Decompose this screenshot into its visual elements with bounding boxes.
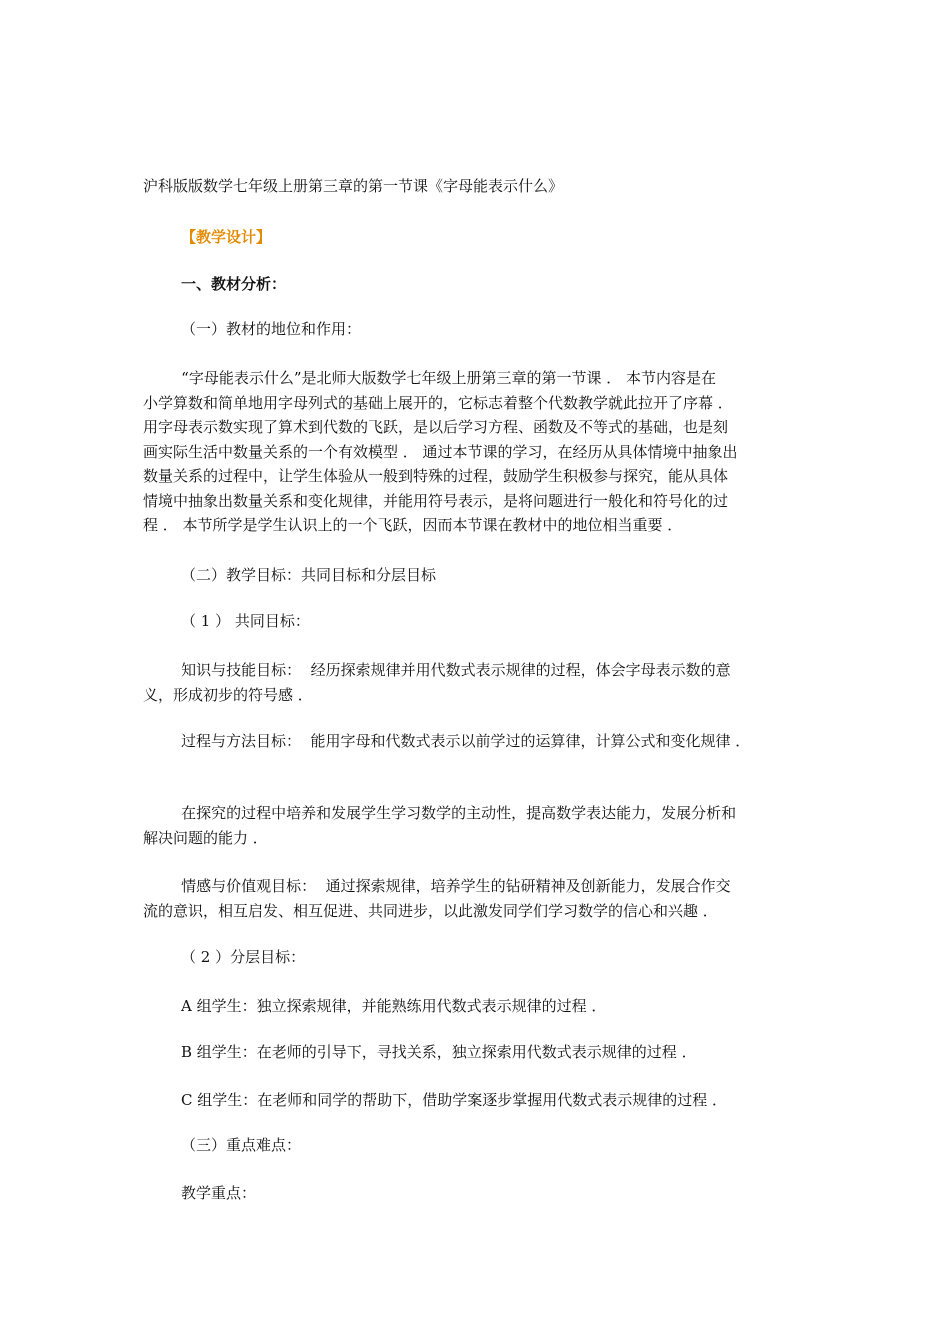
paragraph-line: 流的意识，相互启发、相互促进、共同进步，以此激发同学们学习数学的信心和兴趣 ． [143, 901, 718, 920]
paragraph-line: 在探究的过程中培养和发展学生学习数学的主动性，提高数学表达能力，发展分析和 [143, 804, 737, 822]
paragraph-line: 程 ． 本节所学是学生认识上的一个飞跃，因而本节课在教材中的地位相当重要 ． [143, 516, 683, 534]
group-c-goal: C 组学生：在老师和同学的帮助下，借助学案逐步掌握用代数式表示规律的过程 ． [181, 1091, 728, 1109]
teaching-design-heading: 【教学设计】 [181, 228, 272, 246]
paragraph-line: 小学算数和简单地用字母列式的基础上展开的，它标志着整个代数教学就此拉开了序幕 ． [143, 393, 733, 412]
paragraph-emotion-values [143, 874, 813, 923]
paragraph-line: 情感与价值观目标： 通过探索规律，培养学生的钻研精神及创新能力，发展合作交 [143, 877, 731, 895]
paragraph-line: 解决问题的能力 ． [143, 828, 268, 847]
paragraph-line: “字母能表示什么”是北师大版数学七年级上册第三章的第一节课 ． 本节内容是在 [143, 369, 717, 387]
paragraph-line: 情境中抽象出数量关系和变化规律，并能用符号表示，是将问题进行一般化和符号化的过 [143, 491, 729, 510]
subheading-teaching-goals: （二）教学目标：共同目标和分层目标 [181, 566, 437, 584]
paragraph-line: 画实际生活中数量关系的一个有效模型 ． 通过本节课的学习，在经历从具体情境中抽象出 [143, 442, 738, 461]
subheading-key-difficult-points: （三）重点难点： [181, 1136, 302, 1154]
document-title: 沪科版版数学七年级上册第三章的第一节课《字母能表示什么》 [143, 177, 564, 195]
section-heading-textbook-analysis: 一、教材分析： [181, 275, 287, 293]
paragraph-line: 义，形成初步的符号感 ． [143, 685, 313, 704]
group-b-goal: B 组学生：在老师的引导下，寻找关系，独立探索用代数式表示规律的过程 ． [181, 1043, 697, 1061]
layered-goal-heading: （ 2 ）分层目标： [181, 948, 306, 966]
common-goal-heading: （ 1 ） 共同目标： [181, 612, 310, 630]
paragraph-position-role [143, 366, 813, 538]
paragraph-line: 数量关系的过程中，让学生体验从一般到特殊的过程，鼓励学生积极参与探究，能从具体 [143, 467, 729, 485]
paragraph-knowledge-skills [143, 658, 813, 707]
paragraph-exploration [143, 801, 813, 850]
key-point-heading: 教学重点： [181, 1184, 257, 1202]
subheading-position-role: （一）教材的地位和作用： [181, 320, 362, 338]
paragraph-line: 知识与技能目标： 经历探索规律并用代数式表示规律的过程，体会字母表示数的意 [143, 661, 731, 679]
group-a-goal: A 组学生：独立探索规律，并能熟练用代数式表示规律的过程 ． [181, 997, 607, 1015]
paragraph-process-method: 过程与方法目标： 能用字母和代数式表示以前学过的运算律，计算公式和变化规律 ． [181, 732, 751, 750]
paragraph-line: 用字母表示数实现了算术到代数的飞跃，是以后学习方程、函数及不等式的基础，也是刻 [143, 418, 729, 436]
